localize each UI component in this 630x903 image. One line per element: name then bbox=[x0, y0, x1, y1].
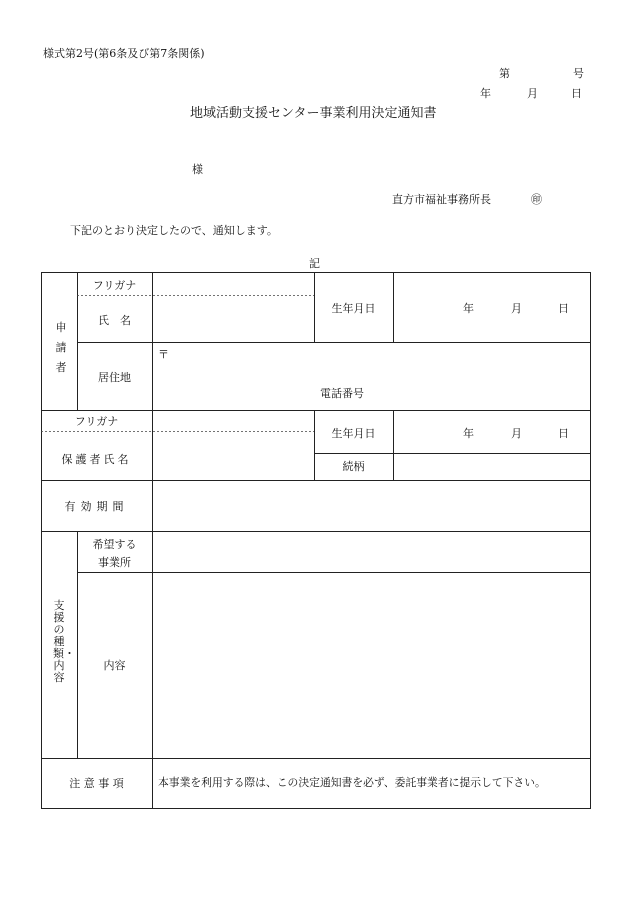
guardian-name-label: 保護者氏名 bbox=[61, 453, 132, 466]
phone-label: 電話番号 bbox=[320, 387, 364, 400]
date-day: 日 bbox=[571, 87, 582, 100]
applicant-group-label: 申請者 bbox=[55, 321, 67, 374]
support-group-label: 支援の種類・内容 bbox=[53, 599, 75, 684]
address-label: 居住地 bbox=[98, 371, 131, 384]
content-label: 内容 bbox=[103, 659, 126, 672]
date-year: 年 bbox=[480, 87, 491, 100]
birth-day: 日 bbox=[558, 302, 569, 315]
guardian-birth-year: 年 bbox=[463, 427, 474, 440]
number-suffix: 号 bbox=[573, 67, 584, 80]
relationship-label: 続柄 bbox=[342, 460, 365, 473]
date-month: 月 bbox=[527, 87, 538, 100]
notes-label: 注 意 事 項 bbox=[69, 777, 124, 790]
form-id: 様式第2号(第6条及び第7条関係) bbox=[43, 47, 205, 60]
guardian-birth-month: 月 bbox=[511, 427, 522, 440]
validity-label: 有効期間 bbox=[64, 500, 129, 513]
postal-mark: 〒 bbox=[158, 348, 169, 361]
desired-office-label-line1: 希望する bbox=[92, 538, 137, 551]
intro-text: 下記のとおり決定したので、通知します。 bbox=[70, 224, 278, 237]
issuer-name: 直方市福祉事務所長 bbox=[392, 193, 491, 206]
document-title: 地域活動支援センター事業利用決定通知書 bbox=[190, 106, 437, 121]
name-label: 氏 名 bbox=[98, 314, 131, 327]
furigana-label: フリガナ bbox=[92, 279, 137, 292]
birth-month: 月 bbox=[511, 302, 522, 315]
birth-year: 年 bbox=[463, 302, 474, 315]
birthdate-label: 生年月日 bbox=[331, 302, 376, 315]
notes-text: 本事業を利用する際は、この決定通知書を必ず、委託事業者に提示して下さい。 bbox=[158, 776, 546, 789]
seal-mark: ㊞ bbox=[531, 193, 542, 206]
record-label: 記 bbox=[309, 257, 320, 270]
guardian-birthdate-label: 生年月日 bbox=[331, 427, 376, 440]
number-prefix: 第 bbox=[499, 67, 510, 80]
desired-office-label-line2: 事業所 bbox=[98, 556, 131, 569]
guardian-birth-day: 日 bbox=[558, 427, 569, 440]
recipient-suffix: 様 bbox=[192, 163, 203, 176]
guardian-furigana-label: フリガナ bbox=[74, 415, 119, 428]
